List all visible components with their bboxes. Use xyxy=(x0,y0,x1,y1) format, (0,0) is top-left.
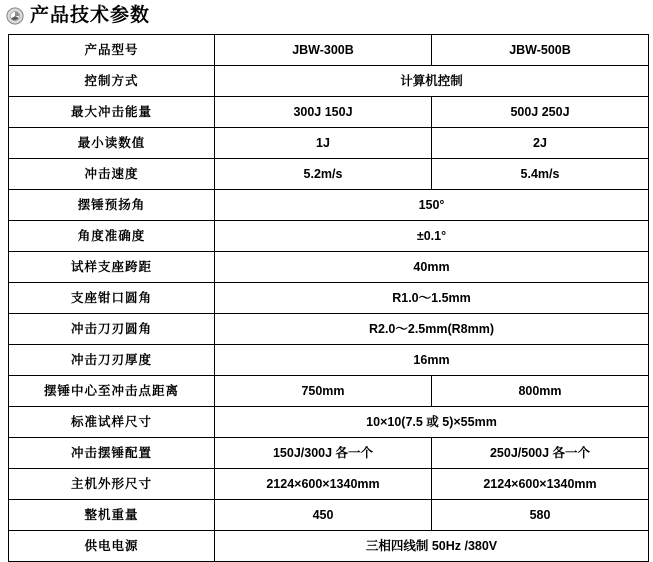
table-row xyxy=(9,252,649,283)
row-label: 主机外形尺寸 xyxy=(9,469,215,500)
row-label: 最小读数值 xyxy=(9,128,215,159)
row-label: 角度准确度 xyxy=(9,221,215,252)
row-label: 冲击刀刃厚度 xyxy=(9,345,215,376)
row-value-span: 三相四线制 50Hz /380V xyxy=(215,531,649,562)
model-a-header: JBW-300B xyxy=(215,35,432,66)
model-b-header: JBW-500B xyxy=(432,35,649,66)
row-value-b: 5.4m/s xyxy=(432,159,649,190)
table-row xyxy=(9,438,649,469)
table-row xyxy=(9,283,649,314)
table-row xyxy=(9,500,649,531)
row-value-span: R2.0～2.5mm(R8mm) xyxy=(215,314,649,345)
row-value-span: 10×10(7.5 或 5)×55mm xyxy=(215,407,649,438)
row-value-b: 580 xyxy=(432,500,649,531)
row-label: 控制方式 xyxy=(9,66,215,97)
row-value-a: 1J xyxy=(215,128,432,159)
page-title: 产品技术参数 xyxy=(30,5,151,26)
row-label: 支座钳口圆角 xyxy=(9,283,215,314)
table-row xyxy=(9,407,649,438)
table-row xyxy=(9,35,649,66)
table-row xyxy=(9,97,649,128)
row-label: 摆锤预扬角 xyxy=(9,190,215,221)
row-label: 摆锤中心至冲击点距离 xyxy=(9,376,215,407)
row-label: 冲击摆锤配置 xyxy=(9,438,215,469)
table-row xyxy=(9,66,649,97)
row-value-a: 450 xyxy=(215,500,432,531)
row-label: 标准试样尺寸 xyxy=(9,407,215,438)
row-value-b: 500J 250J xyxy=(432,97,649,128)
table-row xyxy=(9,376,649,407)
row-value-span: R1.0～1.5mm xyxy=(215,283,649,314)
document-icon xyxy=(6,7,24,25)
row-value-b: 2J xyxy=(432,128,649,159)
row-label: 整机重量 xyxy=(9,500,215,531)
table-row xyxy=(9,159,649,190)
row-value-span: 计算机控制 xyxy=(215,66,649,97)
table-row xyxy=(9,190,649,221)
row-value-b: 250J/500J 各一个 xyxy=(432,438,649,469)
row-label: 冲击刀刃圆角 xyxy=(9,314,215,345)
table-row xyxy=(9,531,649,562)
spec-table-body xyxy=(9,35,649,562)
table-row xyxy=(9,221,649,252)
table-row xyxy=(9,469,649,500)
table-row xyxy=(9,128,649,159)
spec-table xyxy=(8,34,649,562)
row-label: 最大冲击能量 xyxy=(9,97,215,128)
row-label: 冲击速度 xyxy=(9,159,215,190)
row-label: 试样支座跨距 xyxy=(9,252,215,283)
row-value-a: 5.2m/s xyxy=(215,159,432,190)
row-value-span: 16mm xyxy=(215,345,649,376)
row-value-span: ±0.1° xyxy=(215,221,649,252)
row-value-span: 150° xyxy=(215,190,649,221)
row-value-b: 2124×600×1340mm xyxy=(432,469,649,500)
row-label: 供电电源 xyxy=(9,531,215,562)
table-row xyxy=(9,345,649,376)
row-value-a: 300J 150J xyxy=(215,97,432,128)
row-value-a: 150J/300J 各一个 xyxy=(215,438,432,469)
row-label: 产品型号 xyxy=(9,35,215,66)
row-value-a: 750mm xyxy=(215,376,432,407)
row-value-a: 2124×600×1340mm xyxy=(215,469,432,500)
page-header xyxy=(0,0,653,30)
row-value-span: 40mm xyxy=(215,252,649,283)
table-row xyxy=(9,314,649,345)
row-value-b: 800mm xyxy=(432,376,649,407)
